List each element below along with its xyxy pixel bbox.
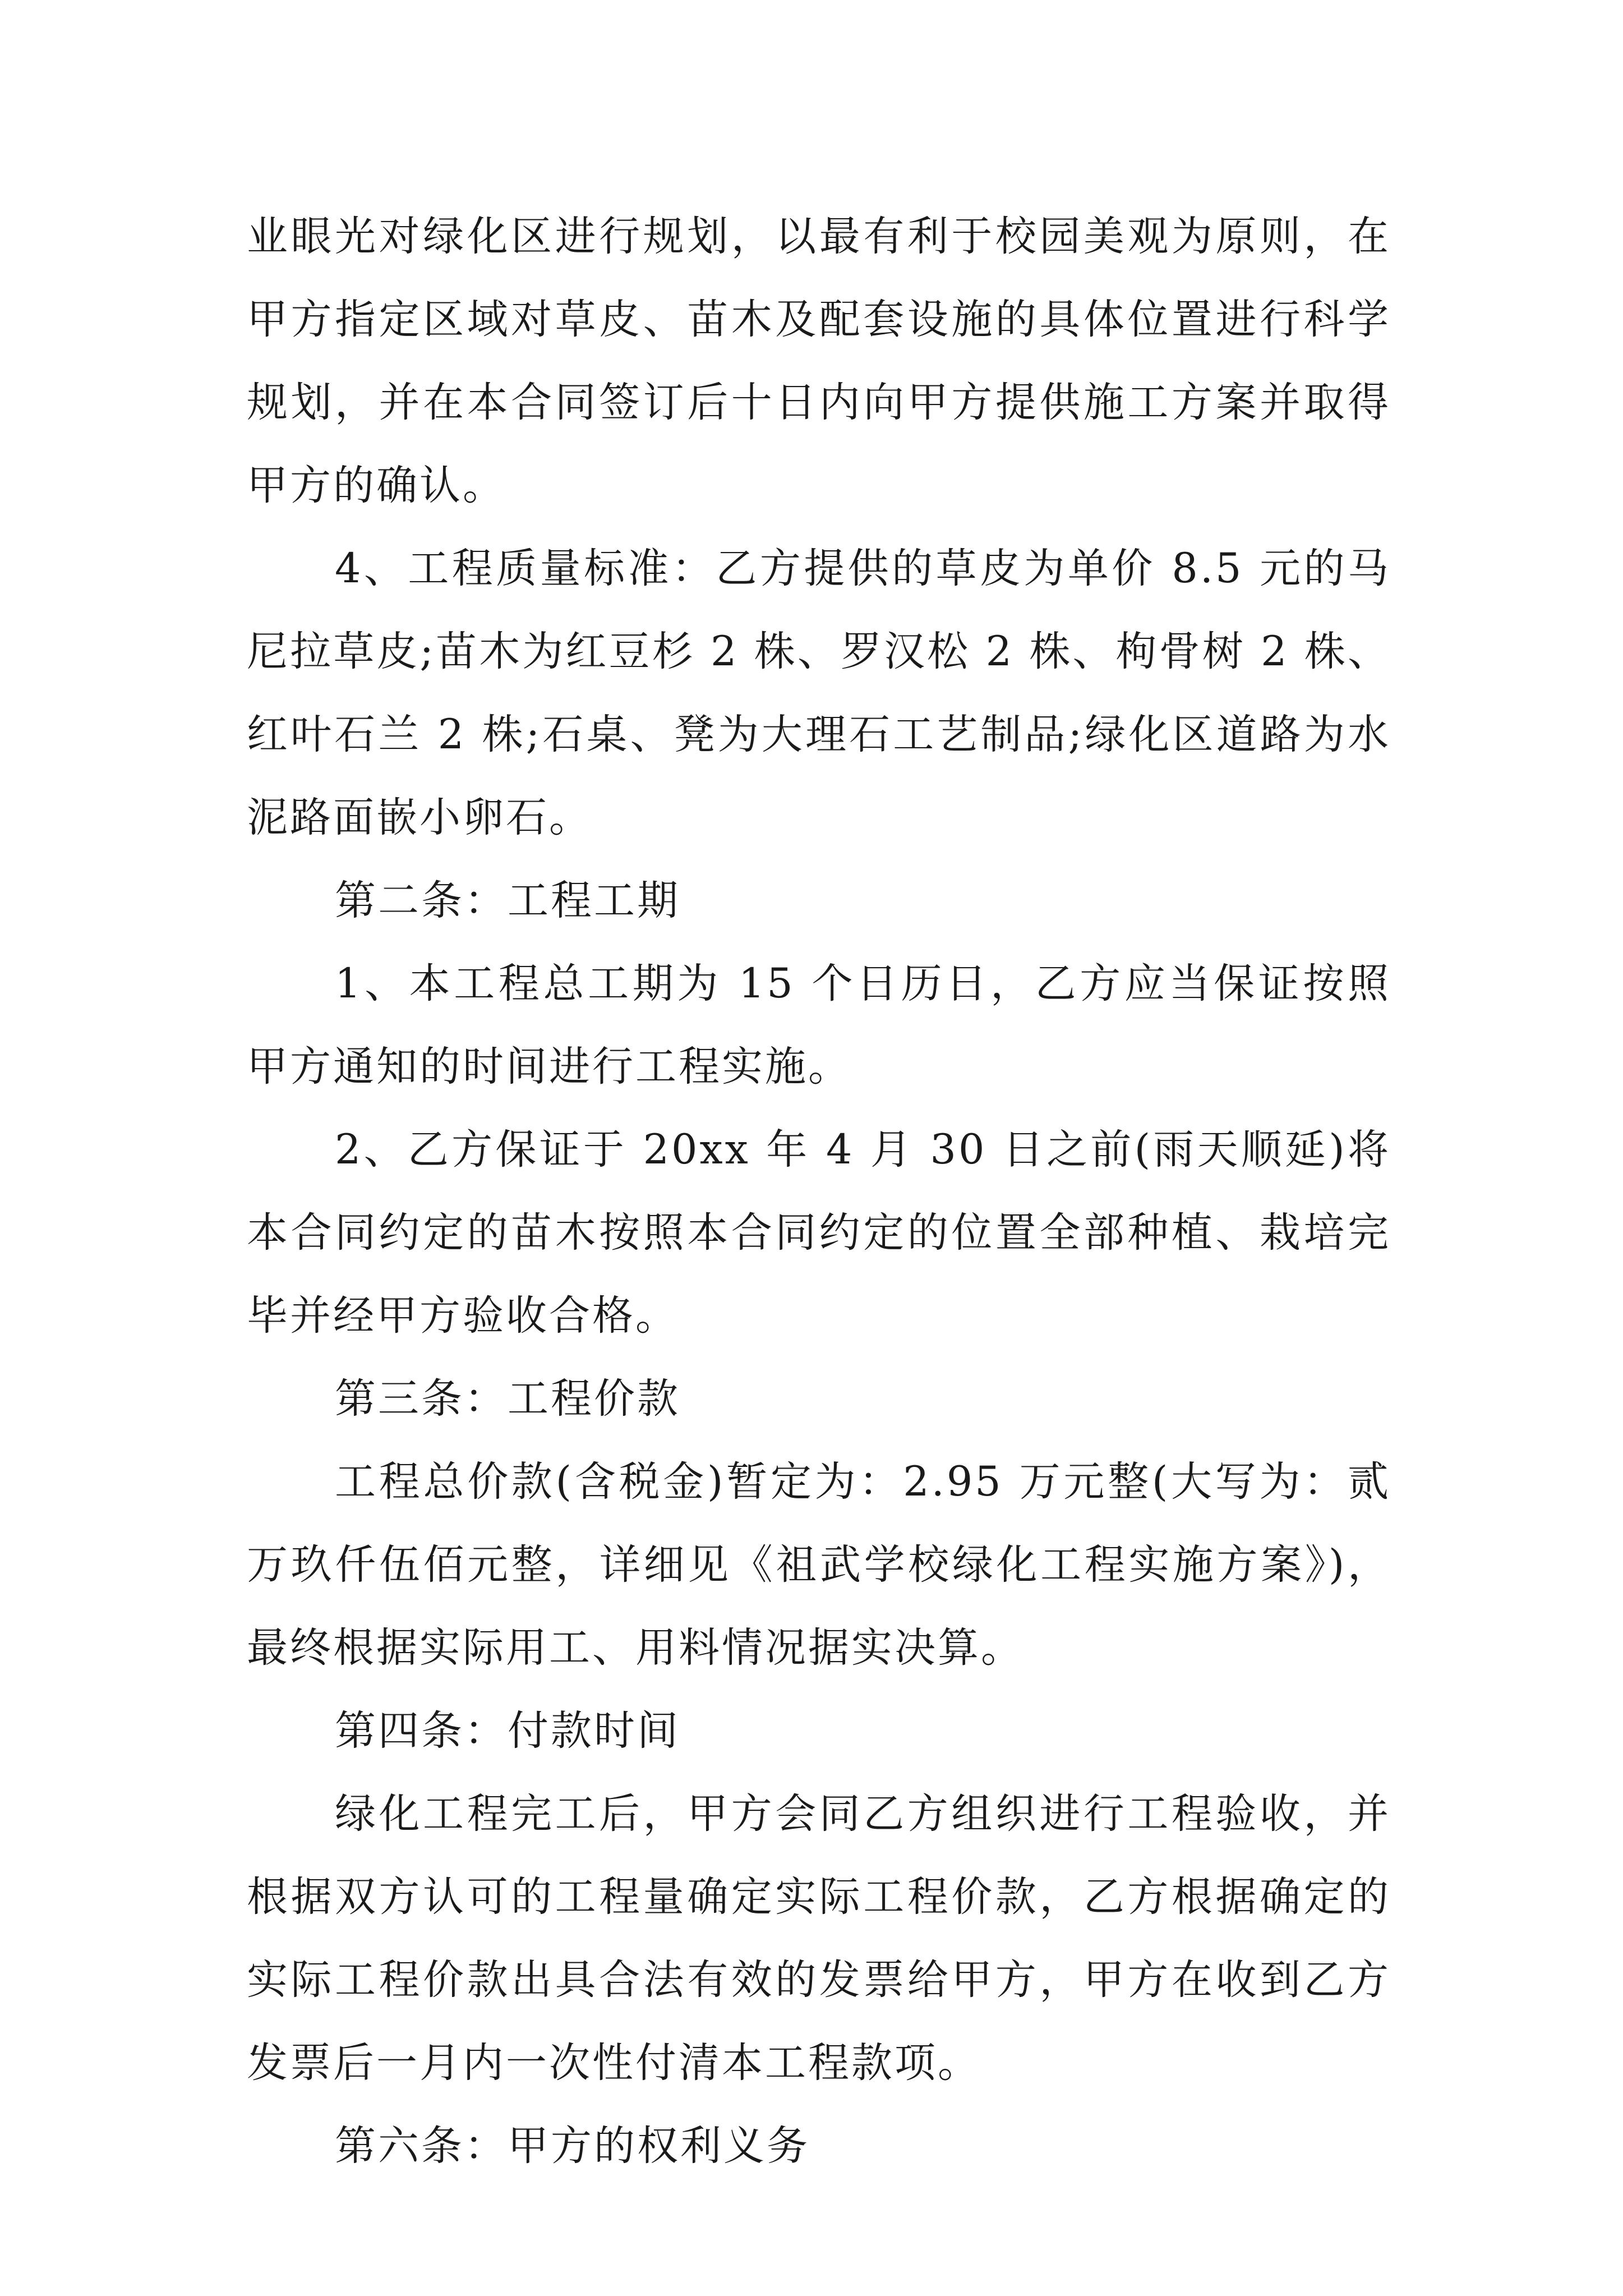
section-heading-payment-time: 第四条：付款时间 <box>335 1707 680 1755</box>
paragraph-payment-terms: 绿化工程完工后，甲方会同乙方组织进行工程验收，并根据双方认可的工程量确定实际工程价款，乙方根据确定的实际工程价款出具合法有效的发票给甲方，甲方在收到乙方发票后一月内一次性付清本工程款项。 <box>247 1790 1391 2087</box>
paragraph-deadline: 2、乙方保证于 20xx 年 4 月 30 日之前(雨天顺延)将本合同约定的苗木按照本合同约定的位置全部种植、栽培完毕并经甲方验收合格。 <box>247 1126 1391 1340</box>
document-body <box>247 195 1391 2188</box>
paragraph-quality-standard: 4、工程质量标准：乙方提供的草皮为单价 8.5 元的马尼拉草皮;苗木为红豆杉 2 株、罗汉松 2 株、枸骨树 2 株、红叶石兰 2 株;石桌、凳为大理石工艺制品;绿化区道路为水泥路面嵌小卵石。 <box>247 545 1391 841</box>
section-heading-price: 第三条：工程价款 <box>335 1375 680 1423</box>
paragraph-duration: 1、本工程总工期为 15 个日历日，乙方应当保证按照甲方通知的时间进行工程实施。 <box>247 960 1391 1091</box>
paragraph-total-price: 工程总价款(含税金)暂定为：2.95 万元整(大写为：贰万玖仟伍佰元整，详细见《祖武学校绿化工程实施方案》)，最终根据实际用工、用料情况据实决算。 <box>247 1458 1391 1672</box>
section-heading-schedule: 第二条：工程工期 <box>335 877 680 924</box>
paragraph-planning-continuation: 业眼光对绿化区进行规划，以最有利于校园美观为原则，在甲方指定区域对草皮、苗木及配套设施的具体位置进行科学规划，并在本合同签订后十日内向甲方提供施工方案并取得甲方的确认。 <box>247 213 1391 509</box>
section-heading-party-a-rights: 第六条：甲方的权利义务 <box>335 2122 810 2170</box>
